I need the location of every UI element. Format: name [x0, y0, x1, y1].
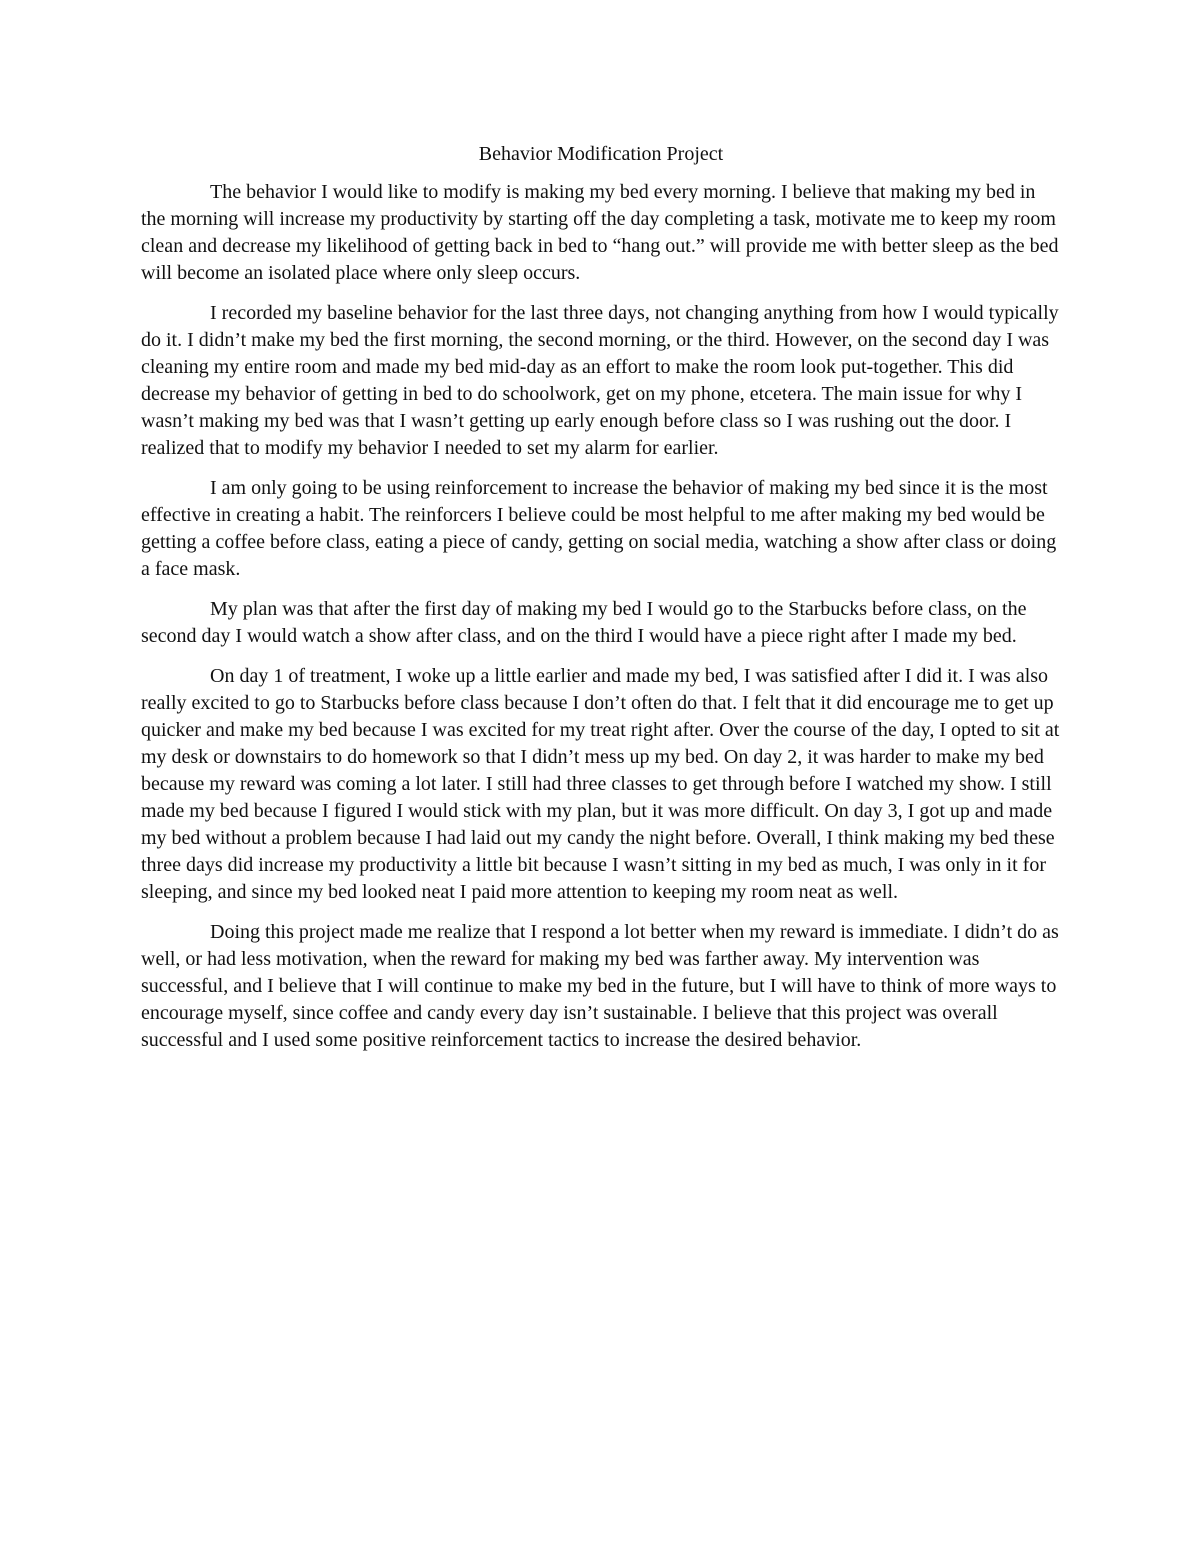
paragraph-intro: The behavior I would like to modify is making my bed every morning. I believe that making my bed in the morning will increase my productivity by starting off the day completing a task, motivate me to keep my room clean and decrease my likelihood of getting back in bed to “hang out.” will provide me with better sleep as the bed will become an isolated place where only sleep occurs. — [141, 181, 1059, 284]
paragraph-plan: My plan was that after the first day of making my bed I would go to the Starbucks before class, on the second day I would watch a show after class, and on the third I would have a piece right after I made my bed. — [141, 598, 1027, 647]
document-title: Behavior Modification Project — [478, 143, 724, 165]
paragraph-reinforcement: I am only going to be using reinforcement to increase the behavior of making my bed since it is the most effective in creating a habit. The reinforcers I believe could be most helpful to me after making my bed would be getting a coffee before class, eating a piece of candy, getting on social media, watching a show after class or doing a face mask. — [141, 477, 1057, 580]
paragraph-conclusion: Doing this project made me realize that I respond a lot better when my reward is immediate. I didn’t do as well, or had less motivation, when the reward for making my bed was farther away. My intervention was successful, and I believe that I will continue to make my bed in the future, but I will have to think of more ways to encourage myself, since coffee and candy every day isn’t sustainable. I believe that this project was overall successful and I used some positive reinforcement tactics to increase the desired behavior. — [141, 921, 1059, 1051]
paragraph-treatment: On day 1 of treatment, I woke up a little earlier and made my bed, I was satisfied after I did it. I was also really excited to go to Starbucks before class because I don’t often do that. I felt that it did encourage me to get up quicker and make my bed because I was excited for my treat right after. Over the course of the day, I opted to sit at my desk or downstairs to do homework so that I didn’t mess up my bed. On day 2, it was harder to make my bed because my reward was coming a lot later. I still had three classes to get through before I watched my show. I still made my bed because I figured I would stick with my plan, but it was more difficult. On day 3, I got up and made my bed without a problem because I had laid out my candy the night before. Overall, I think making my bed these three days did increase my productivity a little bit because I wasn’t sitting in my bed as much, I was only in it for sleeping, and since my bed looked neat I paid more attention to keeping my room neat as well. — [141, 665, 1060, 903]
paragraph-baseline: I recorded my baseline behavior for the last three days, not changing anything from how I would typically do it. I didn’t make my bed the first morning, the second morning, or the third. However, on the second day I was cleaning my entire room and made my bed mid-day as an effort to make the room look put-together. This did decrease my behavior of getting in bed to do schoolwork, get on my phone, etcetera. The main issue for why I wasn’t making my bed was that I wasn’t getting up early enough before class so I was rushing out the door. I realized that to modify my behavior I needed to set my alarm for earlier. — [141, 302, 1059, 459]
document-body — [141, 141, 1061, 1067]
